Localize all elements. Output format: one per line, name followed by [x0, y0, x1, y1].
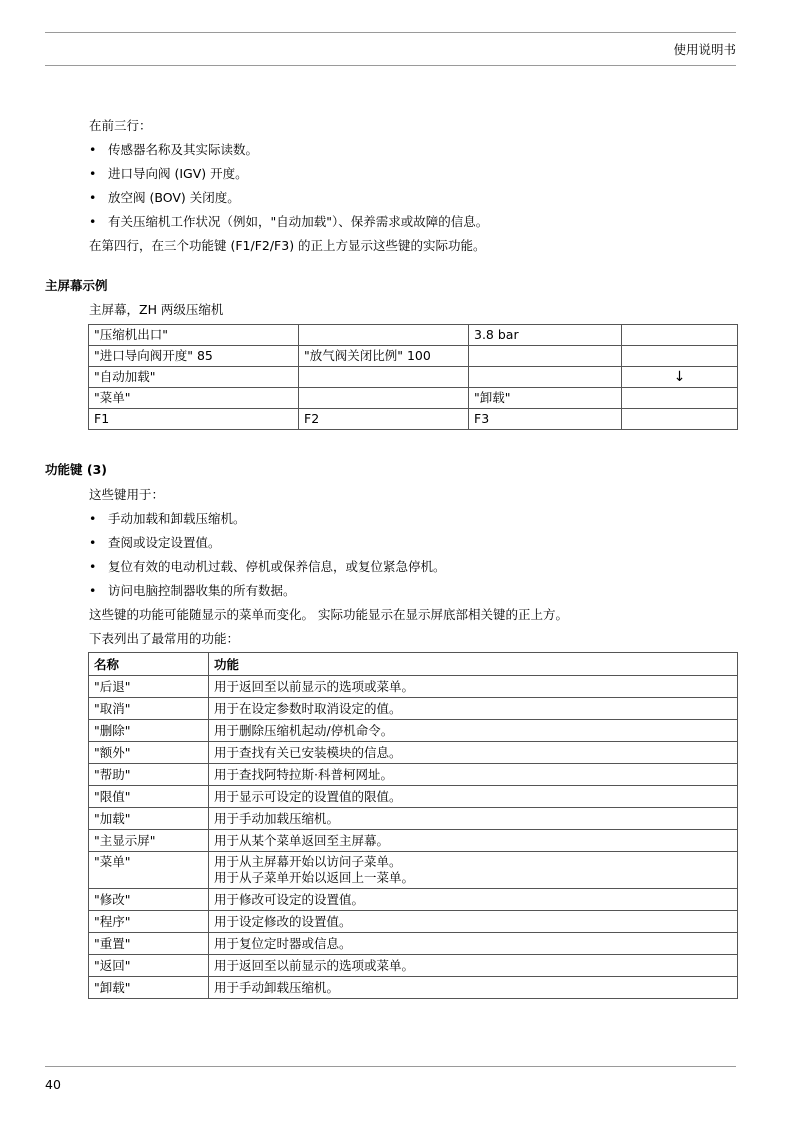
table-row — [89, 698, 738, 720]
column-header-name: 名称 — [89, 653, 209, 676]
main-screen-caption: 主屏幕，ZH 两级压缩机 — [89, 302, 224, 317]
table-cell — [299, 325, 469, 346]
function-keys-bullet — [89, 509, 246, 527]
key-function: 用于在设定参数时取消设定的值。 — [209, 698, 738, 720]
key-name: "限值" — [89, 786, 209, 808]
intro-bullet-text: 放空阀 (BOV) 关闭度。 — [108, 190, 240, 205]
table-row — [89, 808, 738, 830]
table-cell — [469, 346, 622, 367]
function-keys-bullet-text: 手动加载和卸载压缩机。 — [108, 511, 246, 526]
key-name: "菜单" — [89, 852, 209, 889]
function-keys-heading: 功能键 (3) — [45, 462, 107, 477]
key-function: 用于查找有关已安装模块的信息。 — [209, 742, 738, 764]
table-cell — [622, 409, 738, 430]
table-row — [89, 889, 738, 911]
table-cell: "自动加载" — [89, 367, 299, 388]
intro-bullet — [89, 188, 240, 206]
key-name: "程序" — [89, 911, 209, 933]
table-row — [89, 367, 738, 388]
key-name: "重置" — [89, 933, 209, 955]
table-cell: 3.8 bar — [469, 325, 622, 346]
bullet-dot: • — [89, 142, 97, 157]
key-function: 用于删除压缩机起动/停机命令。 — [209, 720, 738, 742]
table-row — [89, 388, 738, 409]
table-cell: "进口导向阀开度" 85 — [89, 346, 299, 367]
main-screen-heading: 主屏幕示例 — [45, 278, 108, 293]
function-keys-bullet-text: 复位有效的电动机过载、停机或保养信息，或复位紧急停机。 — [108, 559, 446, 574]
key-name: "加载" — [89, 808, 209, 830]
table-row — [89, 852, 738, 889]
key-name: "删除" — [89, 720, 209, 742]
table-cell: "放气阀关闭比例" 100 — [299, 346, 469, 367]
table-row — [89, 933, 738, 955]
table-row — [89, 676, 738, 698]
key-function: 用于查找阿特拉斯·科普柯网址。 — [209, 764, 738, 786]
bullet-dot: • — [89, 559, 97, 574]
key-function: 用于返回至以前显示的选项或菜单。 — [209, 955, 738, 977]
intro-bullet — [89, 164, 248, 182]
column-header-function: 功能 — [209, 653, 738, 676]
function-keys-bullet — [89, 533, 221, 551]
key-function: 用于修改可设定的设置值。 — [209, 889, 738, 911]
function-keys-note: 这些键的功能可能随显示的菜单而变化。 实际功能显示在显示屏底部相关键的正上方。 — [89, 607, 568, 622]
key-name: "帮助" — [89, 764, 209, 786]
table-cell: F1 — [89, 409, 299, 430]
footer-rule — [45, 1066, 736, 1067]
table-row — [89, 764, 738, 786]
key-function-line: 用于从主屏幕开始以访问子菜单。 — [214, 854, 402, 869]
key-function — [209, 852, 738, 889]
bullet-dot: • — [89, 511, 97, 526]
bullet-dot: • — [89, 535, 97, 550]
intro-bullet — [89, 140, 258, 158]
function-keys-intro: 这些键用于： — [89, 487, 165, 502]
main-screen-table — [88, 324, 738, 430]
intro-bullet — [89, 212, 488, 230]
intro-bullet-text: 传感器名称及其实际读数。 — [108, 142, 259, 157]
bullet-dot: • — [89, 214, 97, 229]
table-cell — [299, 388, 469, 409]
table-row — [89, 346, 738, 367]
key-function: 用于复位定时器或信息。 — [209, 933, 738, 955]
key-function: 用于从某个菜单返回至主屏幕。 — [209, 830, 738, 852]
key-function-line: 用于从子菜单开始以返回上一菜单。 — [214, 870, 415, 885]
key-name: "取消" — [89, 698, 209, 720]
down-arrow-icon: ↓ — [622, 367, 738, 388]
table-cell — [622, 388, 738, 409]
function-table-intro: 下表列出了最常用的功能： — [89, 631, 240, 646]
intro-fourth-line: 在第四行，在三个功能键 (F1/F2/F3) 的正上方显示这些键的实际功能。 — [89, 238, 486, 253]
function-keys-bullet — [89, 581, 296, 599]
table-cell: "压缩机出口" — [89, 325, 299, 346]
table-row — [89, 720, 738, 742]
key-function: 用于返回至以前显示的选项或菜单。 — [209, 676, 738, 698]
header-bottom-rule — [45, 65, 736, 66]
function-keys-bullet-text: 查阅或设定设置值。 — [108, 535, 221, 550]
table-row — [89, 977, 738, 999]
key-name: "返回" — [89, 955, 209, 977]
header-top-rule — [45, 32, 736, 33]
key-name: "主显示屏" — [89, 830, 209, 852]
table-row — [89, 911, 738, 933]
bullet-dot: • — [89, 583, 97, 598]
key-name: "卸载" — [89, 977, 209, 999]
table-cell: F2 — [299, 409, 469, 430]
table-row — [89, 325, 738, 346]
key-name: "修改" — [89, 889, 209, 911]
table-cell — [299, 367, 469, 388]
key-function: 用于设定修改的设置值。 — [209, 911, 738, 933]
key-name: "额外" — [89, 742, 209, 764]
key-function: 用于手动加载压缩机。 — [209, 808, 738, 830]
table-cell — [622, 346, 738, 367]
table-cell: F3 — [469, 409, 622, 430]
page-number: 40 — [45, 1077, 61, 1092]
table-cell — [622, 325, 738, 346]
table-header-row — [89, 653, 738, 676]
key-function: 用于手动卸载压缩机。 — [209, 977, 738, 999]
bullet-dot: • — [89, 166, 97, 181]
intro-bullet-text: 有关压缩机工作状况（例如，"自动加载"）、保养需求或故障的信息。 — [108, 214, 489, 229]
key-name: "后退" — [89, 676, 209, 698]
function-keys-bullet — [89, 557, 446, 575]
table-row — [89, 830, 738, 852]
table-row — [89, 955, 738, 977]
function-table — [88, 652, 738, 999]
intro-bullet-text: 进口导向阀 (IGV) 开度。 — [108, 166, 248, 181]
table-row — [89, 742, 738, 764]
header-title: 使用说明书 — [673, 42, 736, 57]
intro-first-line: 在前三行： — [89, 118, 152, 133]
table-row — [89, 409, 738, 430]
bullet-dot: • — [89, 190, 97, 205]
table-row — [89, 786, 738, 808]
table-cell: "卸载" — [469, 388, 622, 409]
table-cell — [469, 367, 622, 388]
table-cell: "菜单" — [89, 388, 299, 409]
key-function: 用于显示可设定的设置值的限值。 — [209, 786, 738, 808]
function-keys-bullet-text: 访问电脑控制器收集的所有数据。 — [108, 583, 296, 598]
